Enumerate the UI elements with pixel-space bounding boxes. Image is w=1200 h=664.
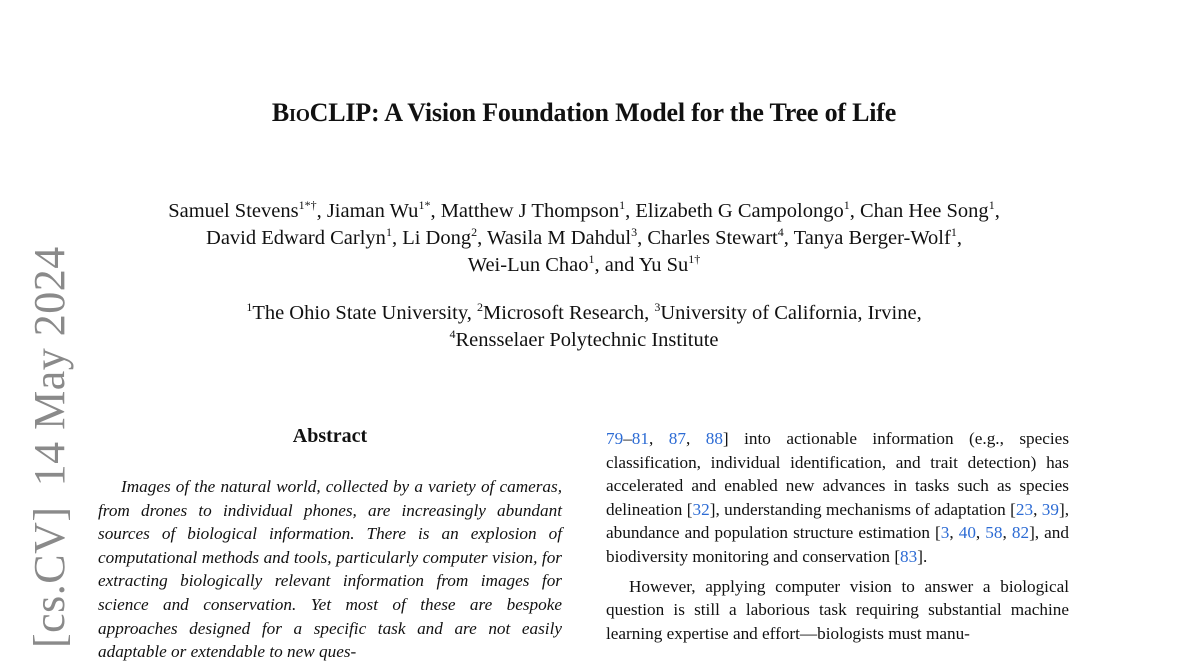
citation-link[interactable]: 3 [940,523,950,543]
author-affiliation-mark: 1 [950,225,957,239]
paragraph-text: , [1002,523,1012,543]
intro-paragraph-2: However, applying computer vision to answer a biological question is still a laborious task requiring substantial machine learning expertise and effort—biologists must manu- [606,576,1069,643]
citation-link[interactable]: 79 [606,429,624,448]
author-affiliation-mark: 1 [588,252,595,266]
paragraph-text: ]. [917,546,928,566]
author-affiliation-mark: 2 [471,225,478,239]
author-affiliation-mark: 3 [631,225,638,239]
author-name: Tanya Berger-Wolf [793,227,951,249]
affiliation-mark: 1 [246,300,253,314]
author-affiliation-mark: 1* [418,198,431,212]
citation-link[interactable]: 87 [668,429,686,448]
abstract-heading: Abstract [292,425,368,447]
affiliation-mark: 3 [654,300,661,314]
citation-link[interactable]: 83 [900,546,918,566]
author-list: Samuel Stevens$^{1*\dagger}$, Jiaman $Wu^{1*}$, Matthew J Thompson$^1$, Elizabeth G Campolongo$^1$, Chan Hee Song$^1$, David Edward Carlyn$^1$, Li Dong$^2$, Wasila M Dahdul$^3$, Charles Stewart$^4$, Tanya Berger-Wolf$^1$, Wei-Lun Chao$^1$, and Yu $Su^{1\dagger}$ [168,198,1000,276]
author-name: Yu Su [638,254,689,276]
author-name: Matthew J Thompson [440,200,620,222]
citation-link[interactable]: 23 [1015,499,1034,519]
affiliation-name: Microsoft Research [483,302,645,324]
right-column [606,427,1069,645]
author-name: Li Dong [402,227,472,249]
author-name: David Edward Carlyn [206,227,386,249]
paragraph-text: , [949,523,959,543]
affiliation-list: $^1$The Ohio State University, $^2$Microsoft Research, $^3$University of California, Irvine, $^4$Rensselaer Polytechnic Institute [246,300,922,351]
arxiv-stamp [24,246,75,648]
affiliation-name: Rensselaer Polytechnic Institute [455,329,719,351]
citation-link[interactable]: 58 [985,523,1003,543]
paragraph-text: , [1033,499,1042,519]
author-affiliation-mark: 1 [988,198,995,212]
intro-paragraph-1 [606,427,1069,569]
citation-link[interactable]: 32 [692,499,710,519]
title-rest: : A Vision Foundation Model for the Tree of Life [370,98,897,127]
paper-title [0,98,1168,128]
author-name: Wei-Lun Chao [467,254,589,276]
author-affiliation-mark: 1*† [298,198,317,212]
author-affiliation-mark: 1 [385,225,392,239]
author-name: Charles Stewart [647,227,778,249]
title-bioclip: BioCLIP [271,98,371,127]
author-name: Elizabeth G Campolongo [635,200,844,222]
abstract-text: Images of the natural world, collected by a variety of cameras, from drones to individual phones, are increasingly abundant sources of biological information. There is an explosion of computational methods and tools, particularly computer vision, for extracting biologically relevant information from images for science and conservation. Yet most of these are bespoke approaches designed for a specific task and are not easily adaptable or extendable to new ques- [98,477,562,662]
affiliation-mark: 2 [477,300,484,314]
citation-link[interactable]: 40 [958,523,976,543]
citation-link[interactable]: 82 [1011,523,1030,543]
citation-link[interactable]: 88 [705,429,723,448]
author-name: Samuel Stevens [168,200,299,222]
paragraph-text: , [648,429,669,448]
affiliation-name: University of California, Irvine [660,302,917,324]
abstract-body [98,475,562,664]
paragraph-text: – [623,429,632,448]
affiliation-mark: 4 [449,327,456,341]
paragraph-text: , [975,523,986,543]
arxiv-category: [cs.CV] [25,506,74,648]
paragraph-text: ], and biodiversity monitoring and conservation [ [606,523,1069,566]
author-name: Jiaman Wu [326,200,419,222]
paragraph-text: ], understanding mechanisms of adaptation [ [709,499,1016,519]
author-affiliation-mark: 1† [688,252,701,266]
author-name: Chan Hee Song [860,200,989,222]
author-name: Wasila M Dahdul [486,227,632,249]
affiliation-name: The Ohio State University [252,302,467,324]
paragraph-text: ], abundance and population structure estimation [ [606,499,1070,543]
author-affiliation-mark: 1 [843,198,850,212]
author-affiliation-mark: 4 [777,225,784,239]
citation-link[interactable]: 81 [631,429,649,448]
paragraph-text: , [685,429,706,448]
paragraph-text: ] into actionable information (e.g., species classification, individual identification, and trait detection) has accelerated and enabled new advances in tasks such as species delineation [ [606,429,1070,519]
author-affiliation-mark: 1 [619,198,626,212]
arxiv-date: 14 May 2024 [25,246,74,487]
citation-link[interactable]: 39 [1041,499,1059,519]
